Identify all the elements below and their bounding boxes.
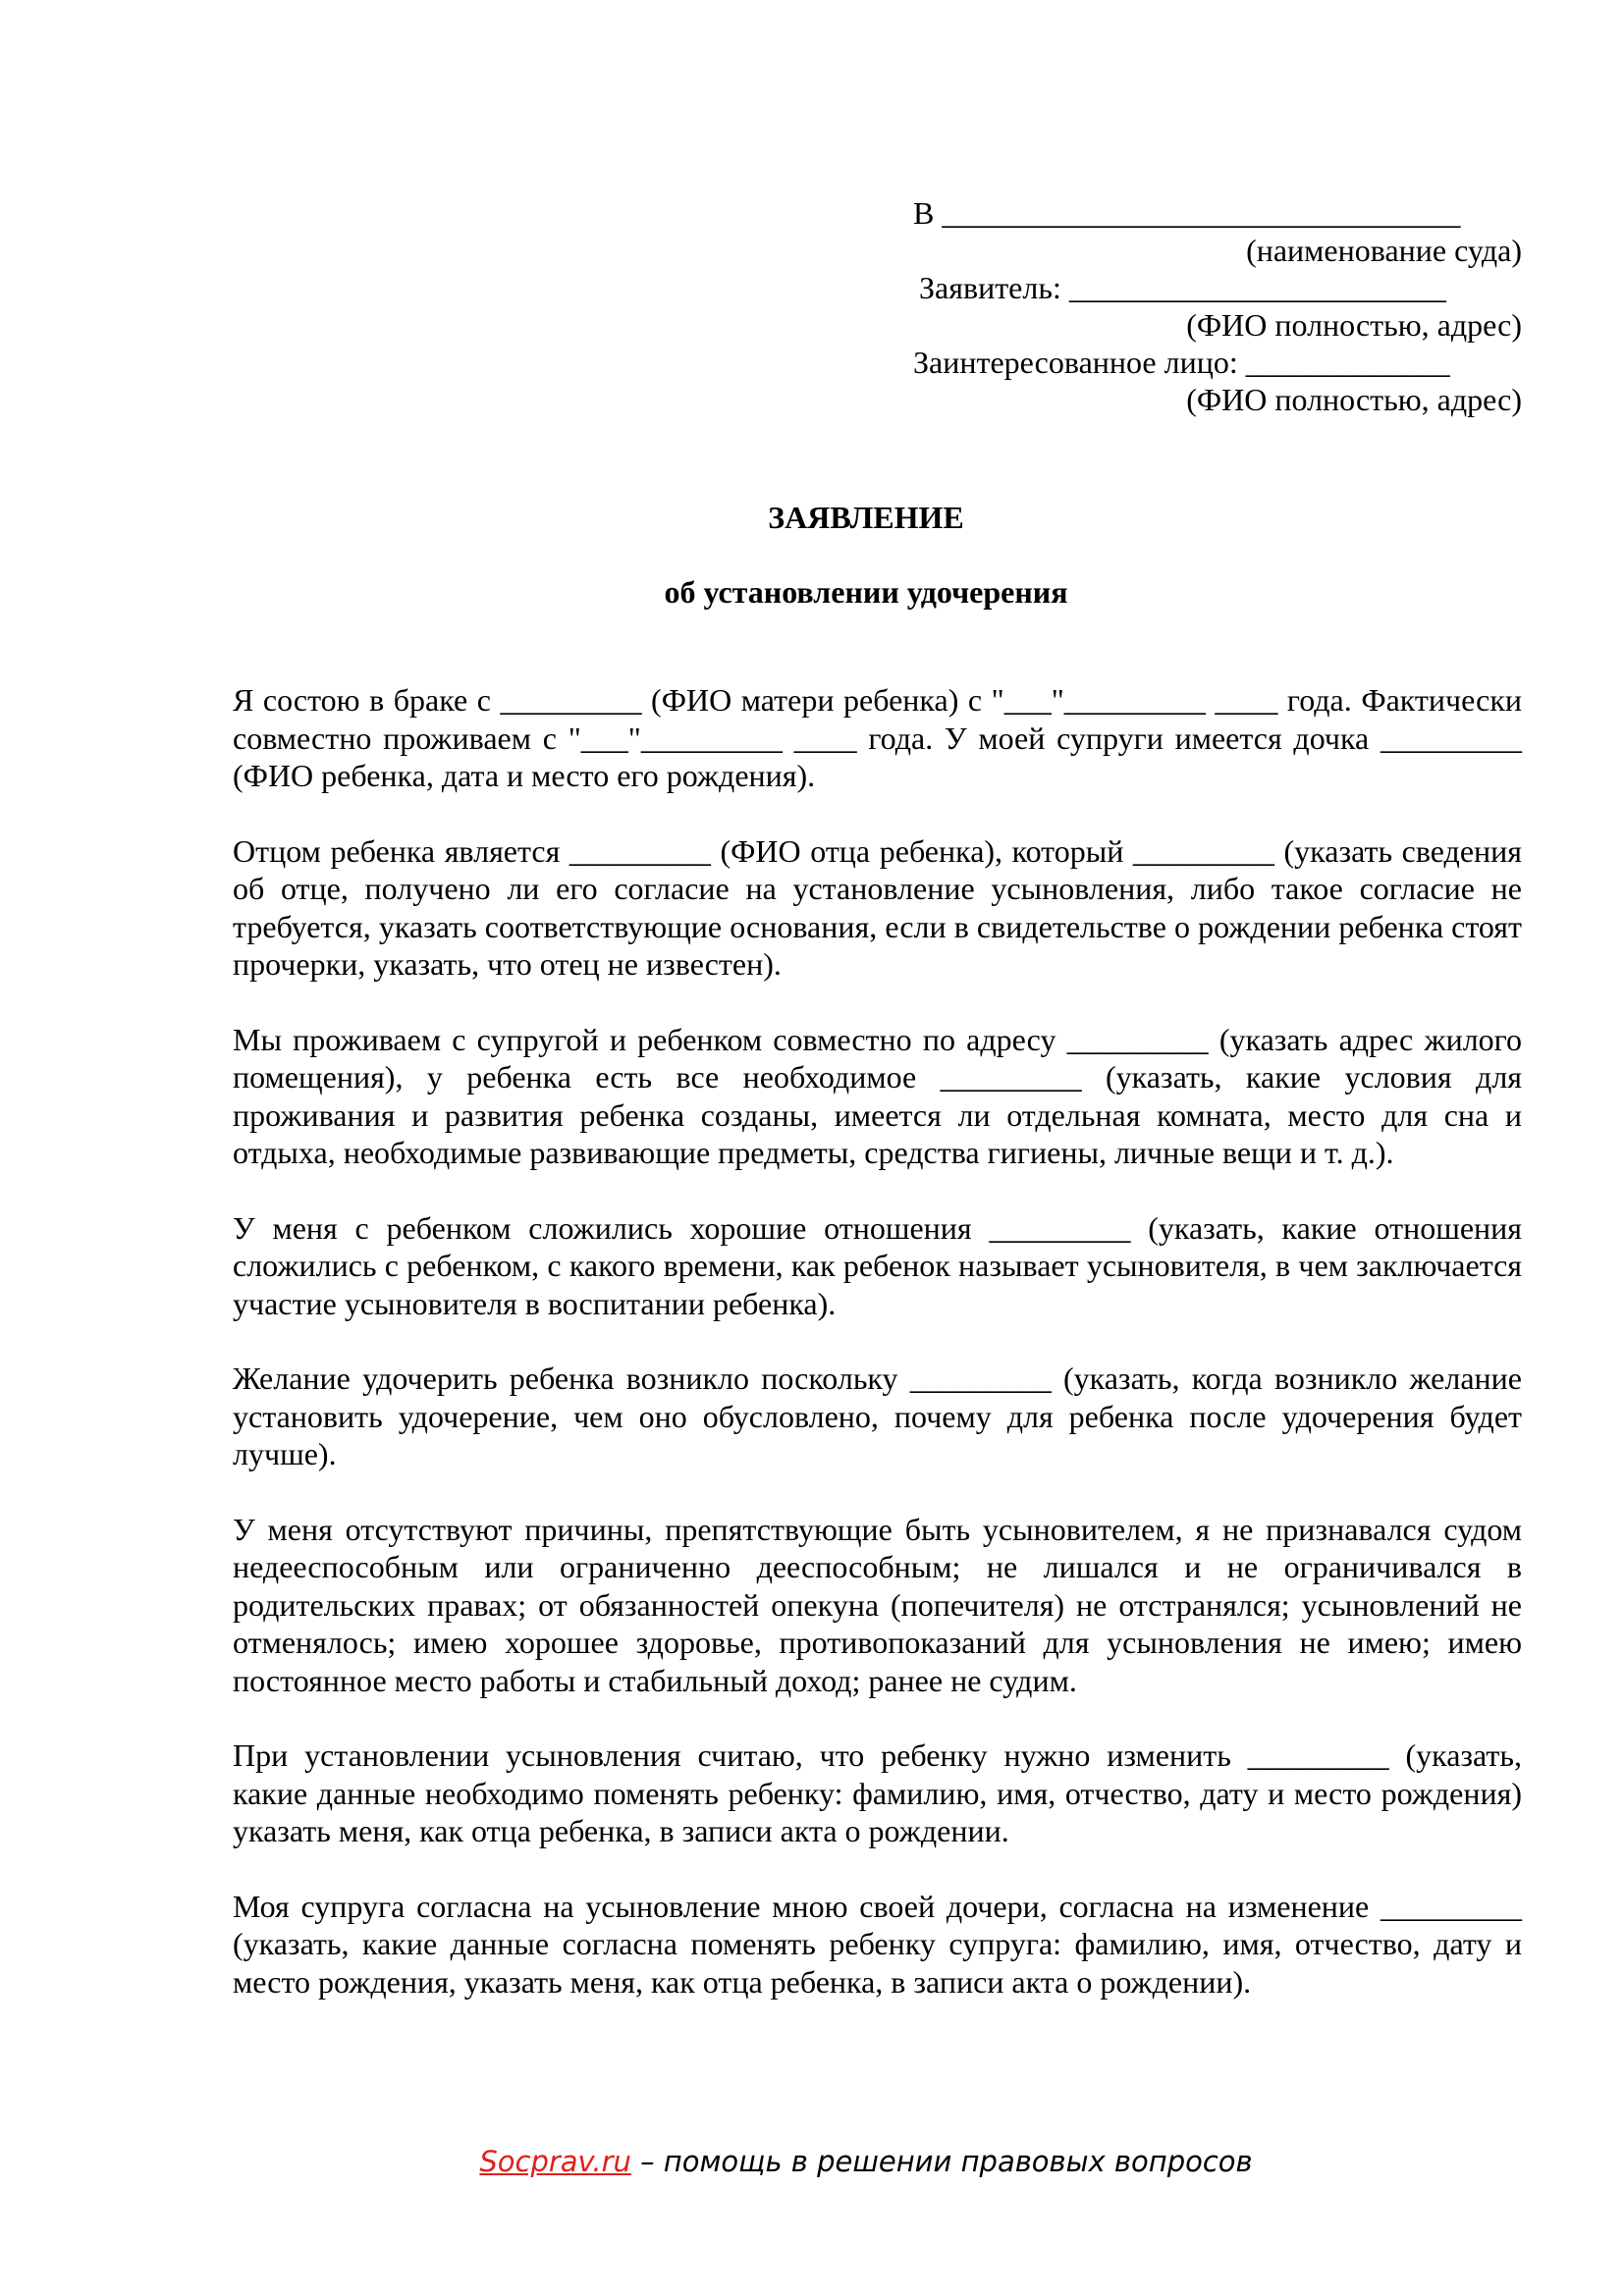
court-line: В _________________________________ [913,195,1461,231]
paragraph-residence: Мы проживаем с супругой и ребенком совместно по адресу _________ (указать адрес жилого помещения), у ребенка есть все необходимое _________ (указать, какие условия для проживания и развития ребенка созданы, имеется ли отдельная комната, место для сна и отдыха, необходимые развивающие предметы, средства гигиены, личные вещи и т. д.). [233,1021,1522,1170]
document-subtitle: об установлении удочерения [664,574,1068,610]
paragraph-father: Отцом ребенка является _________ (ФИО отца ребенка), который _________ (указать сведения об отце, получено ли его согласие на установление усыновления, либо такое согласие не требуется, указать соответствующие основания, если в свидетельстве о рождении ребенка стоят прочерки, указать, что отец не известен). [233,832,1522,982]
footer-site-link[interactable]: Socprav.ru [479,2145,631,2178]
paragraph-spouse-consent: Моя супруга согласна на усыновление мною своей дочери, согласна на изменение _________ (указать, какие данные согласна поменять ребенку супруга: фамилию, имя, отчество, дату и место рождения, указать меня, как отца ребенка, в записи акта о рождении). [233,1888,1522,2000]
addressee-block [913,194,1522,418]
paragraph-marriage: Я состою в браке с _________ (ФИО матери ребенка) с "___"_________ ____ года. Фактически совместно проживаем с "___"_________ ____ года. У моей супруги имеется дочка _________ (ФИО ребенка, дата и место его рождения). [233,682,1522,793]
interested-party-caption: (ФИО полностью, адрес) [1186,382,1522,417]
document-body [233,681,1522,2038]
paragraph-eligibility: У меня отсутствуют причины, препятствующие быть усыновителем, я не признавался судом недееспособным или ограниченно дееспособным; не лишался и не ограничивался в родительских правах; от обязанностей опекуна (попечителя) не отстранялся; усыновлений не отменялось; имею хорошее здоровье, противопоказаний для усыновления не имею; имею постоянное место работы и стабильный доход; ранее не судим. [233,1511,1522,1698]
footer-banner [0,2144,1624,2179]
applicant-caption: (ФИО полностью, адрес) [1186,307,1522,343]
paragraph-motivation: Желание удочерить ребенка возникло поскольку _________ (указать, когда возникло желание установить удочерение, чем оно обусловлено, почему для ребенка после удочерения будет лучше). [233,1361,1522,1471]
applicant-line: Заявитель: ________________________ [919,270,1446,305]
interested-party-line: Заинтересованное лицо: _____________ [913,345,1450,380]
court-caption: (наименование суда) [1246,233,1522,268]
paragraph-data-change: При установлении усыновления считаю, что ребенку нужно изменить _________ (указать, какие данные необходимо поменять ребенку: фамилию, имя, отчество, дату и место рождения) указать меня, как отца ребенка, в записи акта о рождении. [233,1737,1522,1848]
footer-tagline: – помощь в решении правовых вопросов [630,2145,1253,2178]
document-title: ЗАЯВЛЕНИЕ [768,500,964,535]
paragraph-relationship: У меня с ребенком сложились хорошие отношения _________ (указать, какие отношения сложились с ребенком, с какого времени, как ребенок называет усыновителя, в чем заключается участие усыновителя в воспитании ребенка). [233,1209,1522,1321]
